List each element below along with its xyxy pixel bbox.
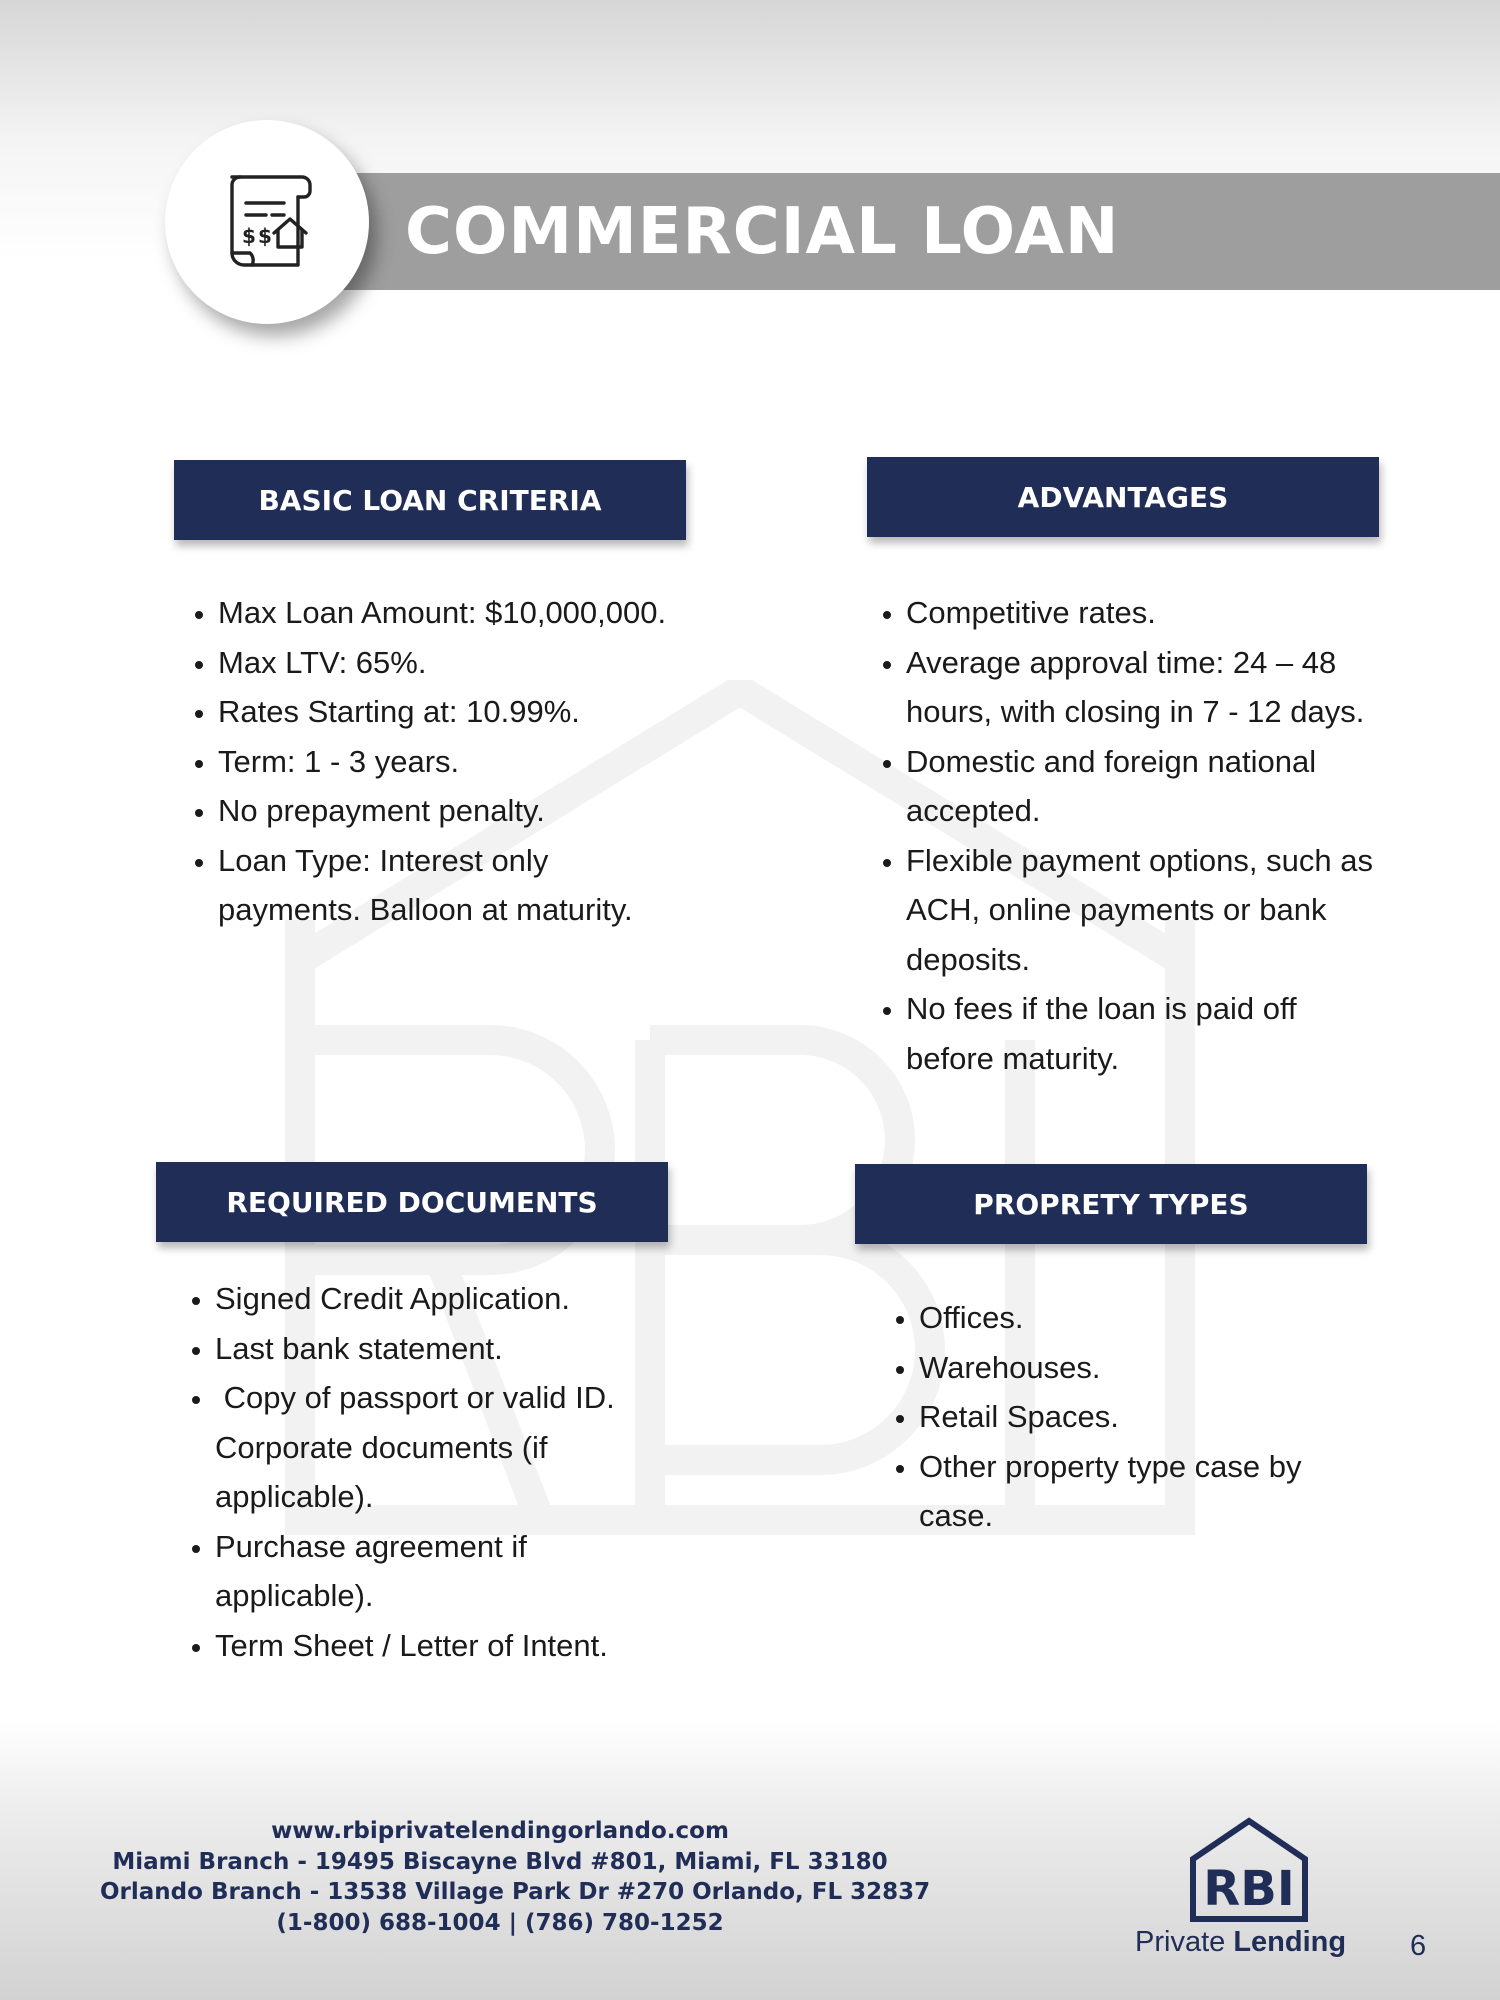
list-item: • Warehouses. (919, 1343, 1419, 1393)
brand-name (1135, 1926, 1346, 1959)
svg-text:$: $ (258, 224, 272, 248)
orlando-branch: Orlando Branch - 13538 Village Park Dr #270 Orlando, FL 32837 (100, 1879, 931, 1905)
required-documents-header (156, 1162, 668, 1242)
list-item: • Max Loan Amount: $10,000,000. (218, 588, 778, 638)
list-item: • Term Sheet / Letter of Intent. (215, 1621, 775, 1671)
phone-numbers: (1-800) 688-1004 | (786) 780-1252 (276, 1909, 724, 1936)
footer-contact (100, 1816, 931, 1938)
required-documents-list (179, 1274, 775, 1670)
loan-document-icon (212, 167, 322, 277)
list-item: • No prepayment penalty. (218, 786, 778, 836)
list-item: • Domestic and foreign national accepted. (906, 737, 1366, 836)
brand-name-bold: Lending (1233, 1926, 1347, 1958)
list-item: • Other property type case by case. (919, 1442, 1349, 1541)
basic-criteria-header (174, 460, 686, 540)
list-item: • Last bank statement. (215, 1324, 775, 1374)
property-types-header (855, 1164, 1367, 1244)
list-item: • Retail Spaces. (919, 1392, 1419, 1442)
list-item: • Average approval time: 24 – 48 hours, with closing in 7 - 12 days. (906, 638, 1406, 737)
miami-branch: Miami Branch - 19495 Biscayne Blvd #801, Miami, FL 33180 (112, 1848, 888, 1875)
list-item: • Competitive rates. (906, 588, 1466, 638)
required-documents-heading: REQUIRED DOCUMENTS (226, 1185, 598, 1219)
list-item: • Loan Type: Interest only payments. Balloon at maturity. (218, 836, 668, 935)
list-item: • No fees if the loan is paid off before maturity. (906, 984, 1336, 1083)
list-item: • Offices. (919, 1293, 1419, 1343)
advantages-header (867, 457, 1379, 537)
property-types-list (883, 1293, 1419, 1541)
list-item: • Rates Starting at: 10.99%. (218, 687, 778, 737)
property-types-heading: PROPRETY TYPES (973, 1187, 1249, 1221)
list-item: • Purchase agreement if applicable). (215, 1522, 595, 1621)
list-item: • Term: 1 - 3 years. (218, 737, 778, 787)
icon-circle (165, 120, 369, 324)
list-item: • Max LTV: 65%. (218, 638, 778, 688)
svg-text:$: $ (242, 224, 256, 248)
list-item: • Copy of passport or valid ID. Corporate documents (if applicable). (215, 1373, 655, 1522)
list-item: • Flexible payment options, such as ACH, online payments or bank deposits. (906, 836, 1436, 985)
website-link[interactable]: www.rbiprivatelendingorlando.com (271, 1818, 729, 1844)
brand-name-regular: Private (1135, 1926, 1226, 1958)
advantages-list (870, 588, 1466, 1083)
page-number: 6 (1410, 1930, 1427, 1962)
advantages-heading: ADVANTAGES (1017, 480, 1229, 514)
basic-criteria-list (182, 588, 778, 935)
basic-criteria-heading: BASIC LOAN CRITERIA (258, 483, 602, 517)
rbi-logo (1185, 1815, 1313, 1927)
list-item: • Signed Credit Application. (215, 1274, 775, 1324)
page-title: COMMERCIAL LOAN (405, 195, 1120, 269)
logo-text: RBI (1203, 1861, 1295, 1917)
